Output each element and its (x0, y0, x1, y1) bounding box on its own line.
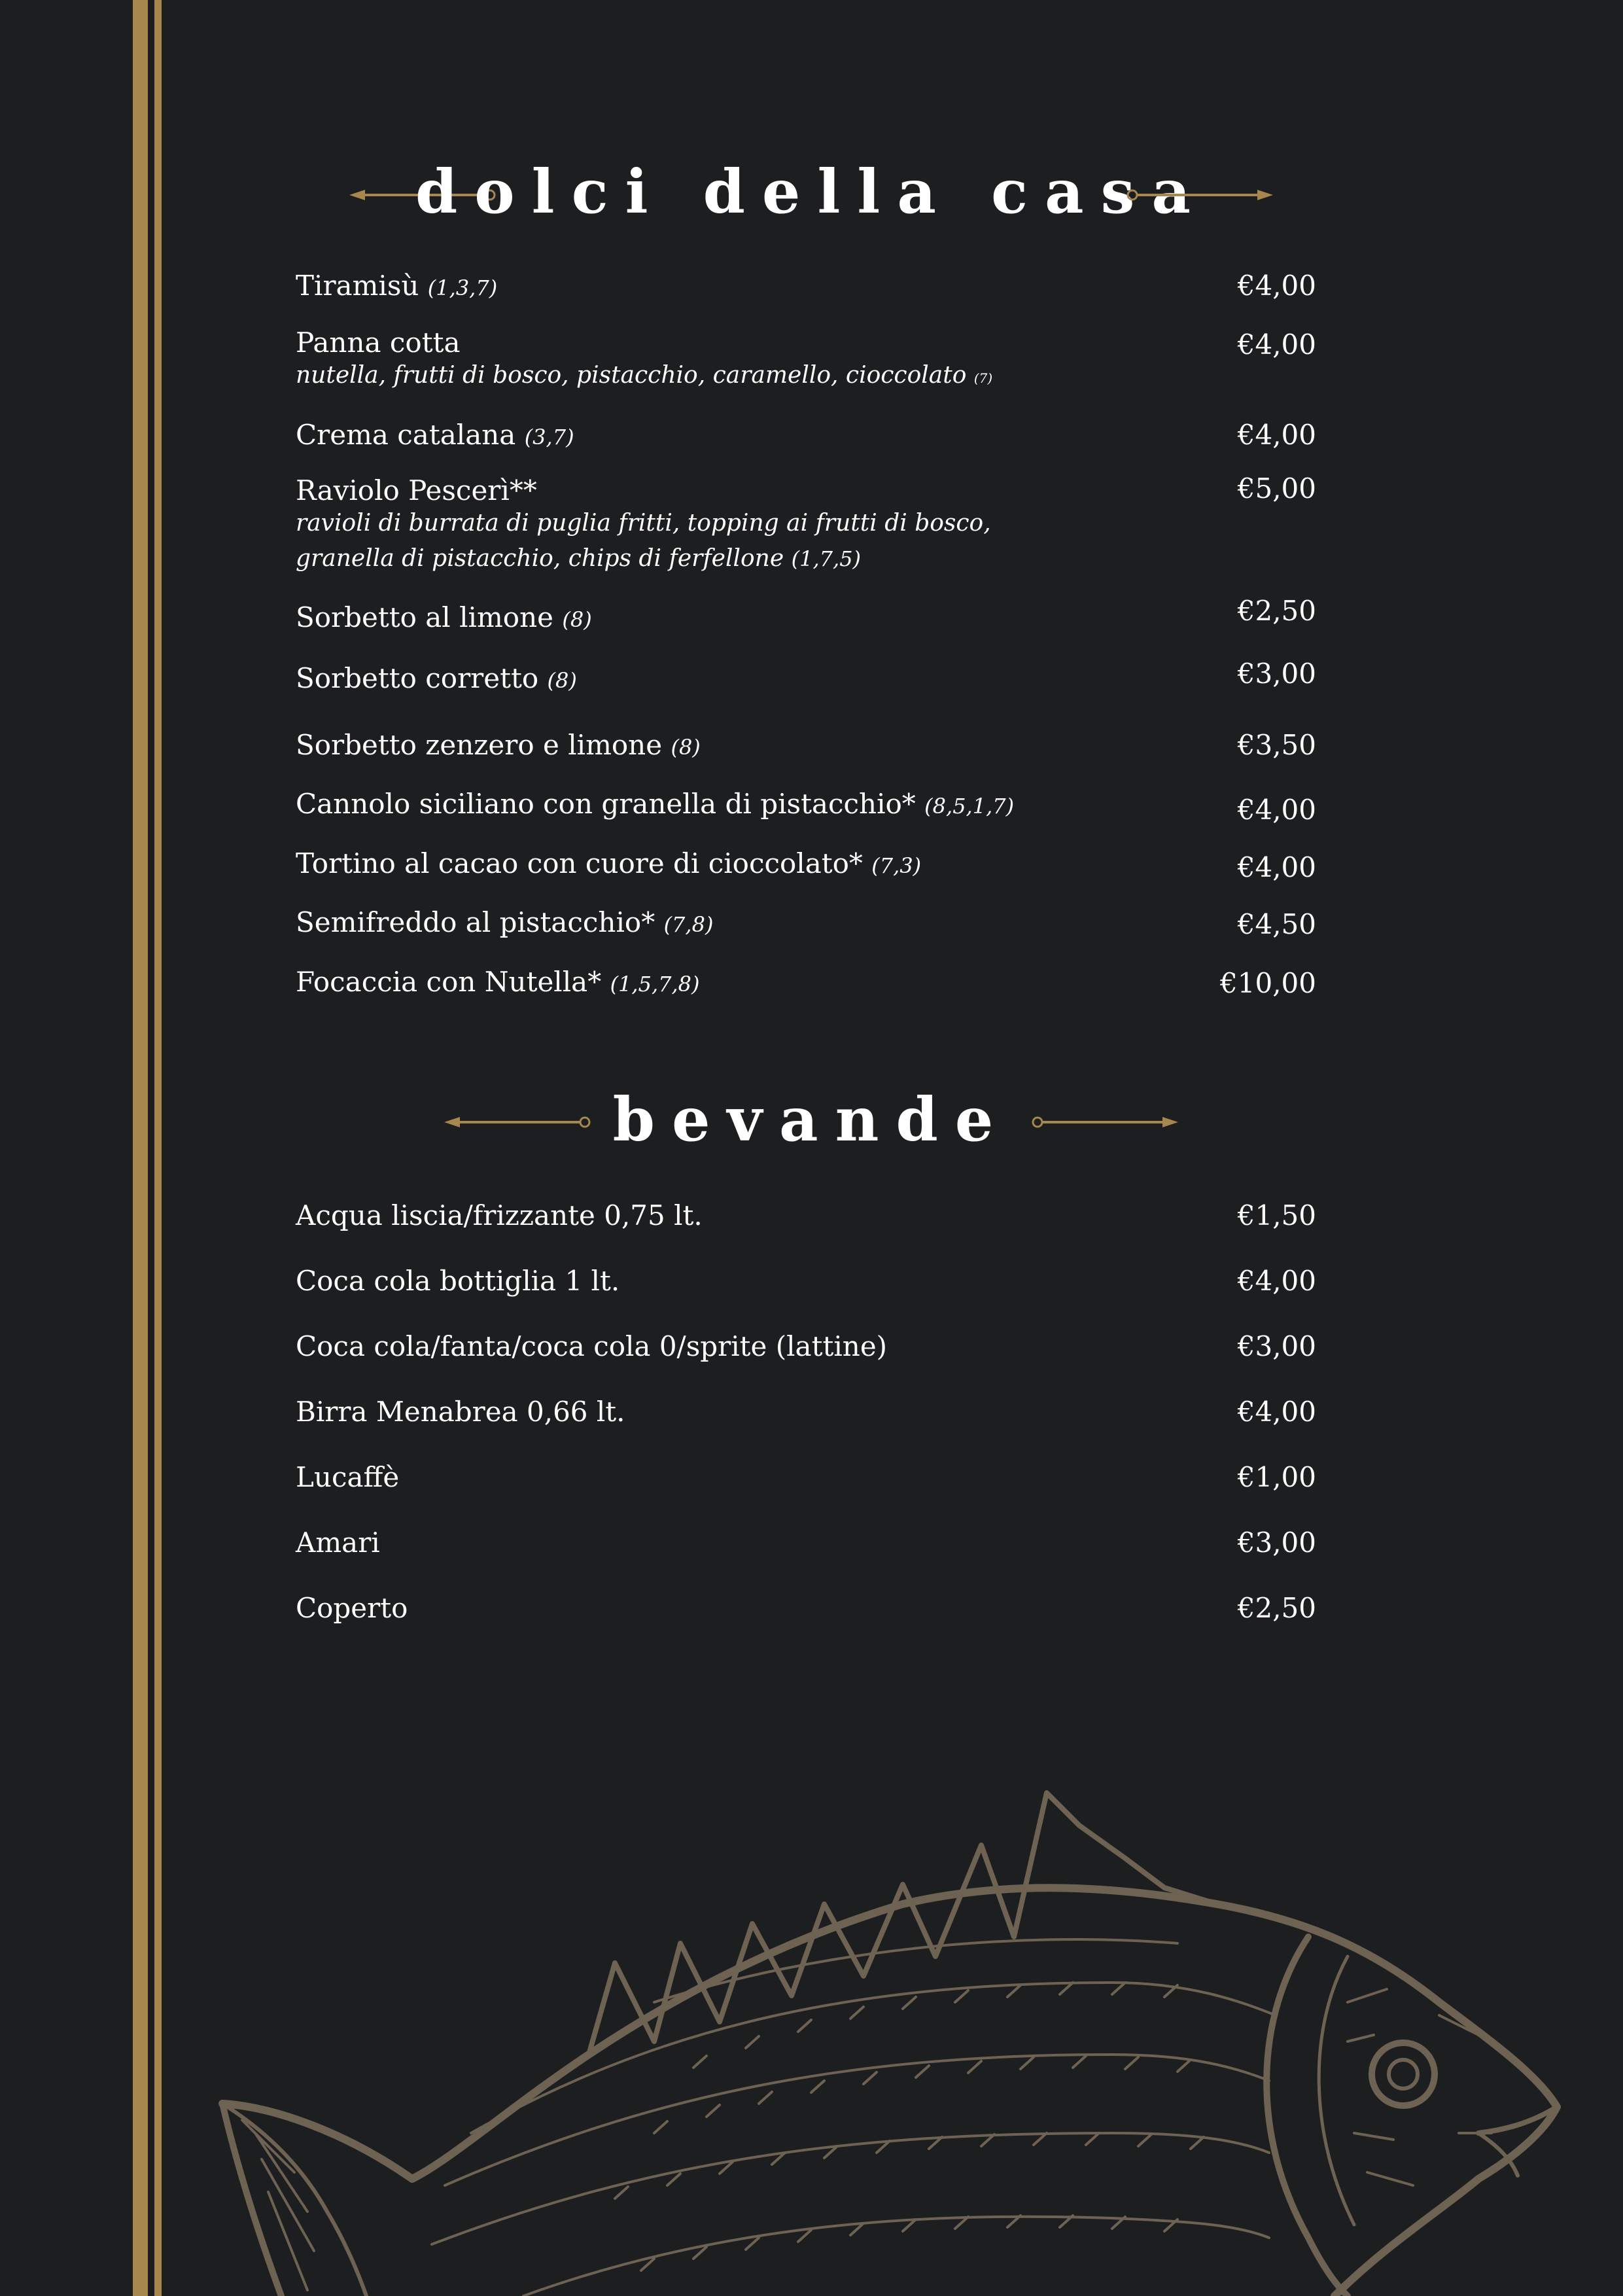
menu-item (296, 1591, 1316, 1626)
item-name: Crema catalana (296, 419, 516, 451)
item-name: Panna cotta (296, 327, 461, 359)
item-allergens: (1,5,7,8) (610, 972, 700, 997)
item-name: Cannolo siciliano con granella di pistacchio* (296, 788, 916, 820)
menu-item (296, 1394, 1316, 1430)
item-allergens: (1,3,7) (427, 275, 498, 300)
menu-item (296, 728, 1316, 765)
item-name: Acqua liscia/frizzante 0,75 lt. (296, 1199, 703, 1231)
menu-item (296, 473, 1316, 576)
item-name: Sorbetto al limone (296, 601, 553, 633)
item-name: Sorbetto corretto (296, 662, 539, 694)
item-price: €3,00 (1237, 1527, 1316, 1559)
menu-item (296, 417, 1316, 455)
item-price: €10,00 (1220, 967, 1316, 999)
item-name: Focaccia con Nutella* (296, 966, 602, 998)
menu-item (296, 964, 1316, 1002)
item-price: €1,00 (1237, 1461, 1316, 1493)
item-price: €2,50 (1237, 595, 1316, 627)
item-name: Tortino al cacao con cuore di cioccolato* (296, 847, 863, 879)
item-allergens: (7,3) (871, 853, 922, 878)
fish-illustration-icon (196, 1767, 1570, 2296)
item-name: Coca cola bottiglia 1 lt. (296, 1265, 620, 1297)
item-price: €5,00 (1237, 472, 1316, 504)
menu-item (296, 1525, 1316, 1561)
item-allergens: (8) (547, 668, 577, 693)
menu-item (296, 905, 1316, 942)
item-allergens: (8) (671, 735, 701, 760)
item-name: Coca cola/fanta/coca cola 0/sprite (lattine) (296, 1330, 888, 1362)
item-name: Raviolo Pescerì** (296, 474, 537, 506)
drinks-section-title: bevande (612, 1084, 1011, 1155)
menu-item (296, 1198, 1316, 1233)
item-description: ravioli di burrata di puglia fritti, topping ai frutti di bosco, (296, 510, 991, 537)
item-description: nutella, frutti di bosco, pistacchio, caramello, cioccolato (296, 362, 967, 389)
menu-item (296, 595, 1316, 637)
item-allergens: (7) (973, 370, 993, 386)
item-price: €3,00 (1237, 658, 1316, 690)
item-price: €4,00 (1237, 328, 1316, 361)
item-price: €4,00 (1237, 419, 1316, 451)
menu-item (296, 658, 1316, 698)
menu-item (296, 325, 1316, 396)
menu-item (296, 268, 1316, 306)
item-name: Coperto (296, 1592, 408, 1624)
item-price: €4,00 (1237, 270, 1316, 302)
item-price: €4,00 (1237, 851, 1316, 883)
desserts-section-title: dolci della casa (415, 156, 1208, 227)
item-name: Birra Menabrea 0,66 lt. (296, 1396, 625, 1428)
item-name: Semifreddo al pistacchio* (296, 906, 655, 938)
item-price: €2,50 (1237, 1592, 1316, 1624)
item-price: €4,50 (1237, 908, 1316, 940)
menu-item (296, 1460, 1316, 1495)
item-allergens: (7,8) (663, 912, 714, 937)
item-name: Sorbetto zenzero e limone (296, 729, 663, 761)
item-price: €3,50 (1237, 729, 1316, 761)
menu-item (296, 1263, 1316, 1299)
menu-item (296, 786, 1316, 824)
item-allergens: (8,5,1,7) (924, 794, 1015, 819)
item-price: €4,00 (1237, 1265, 1316, 1297)
item-name: Lucaffè (296, 1461, 400, 1493)
menu-item (296, 846, 1316, 883)
menu-item (296, 1329, 1316, 1364)
item-price: €4,00 (1237, 1396, 1316, 1428)
item-name: Amari (296, 1527, 380, 1559)
item-price: €1,50 (1237, 1199, 1316, 1231)
item-description: granella di pistacchio, chips di ferfellone (296, 545, 784, 572)
ornament-arrow-icon (1125, 185, 1276, 205)
ornament-arrow-icon (1030, 1112, 1181, 1132)
item-allergens: (1,7,5) (791, 546, 862, 571)
item-price: €3,00 (1237, 1330, 1316, 1362)
item-allergens: (8) (562, 607, 592, 632)
item-name: Tiramisù (296, 270, 419, 302)
item-allergens: (3,7) (524, 425, 574, 450)
item-price: €4,00 (1237, 794, 1316, 826)
